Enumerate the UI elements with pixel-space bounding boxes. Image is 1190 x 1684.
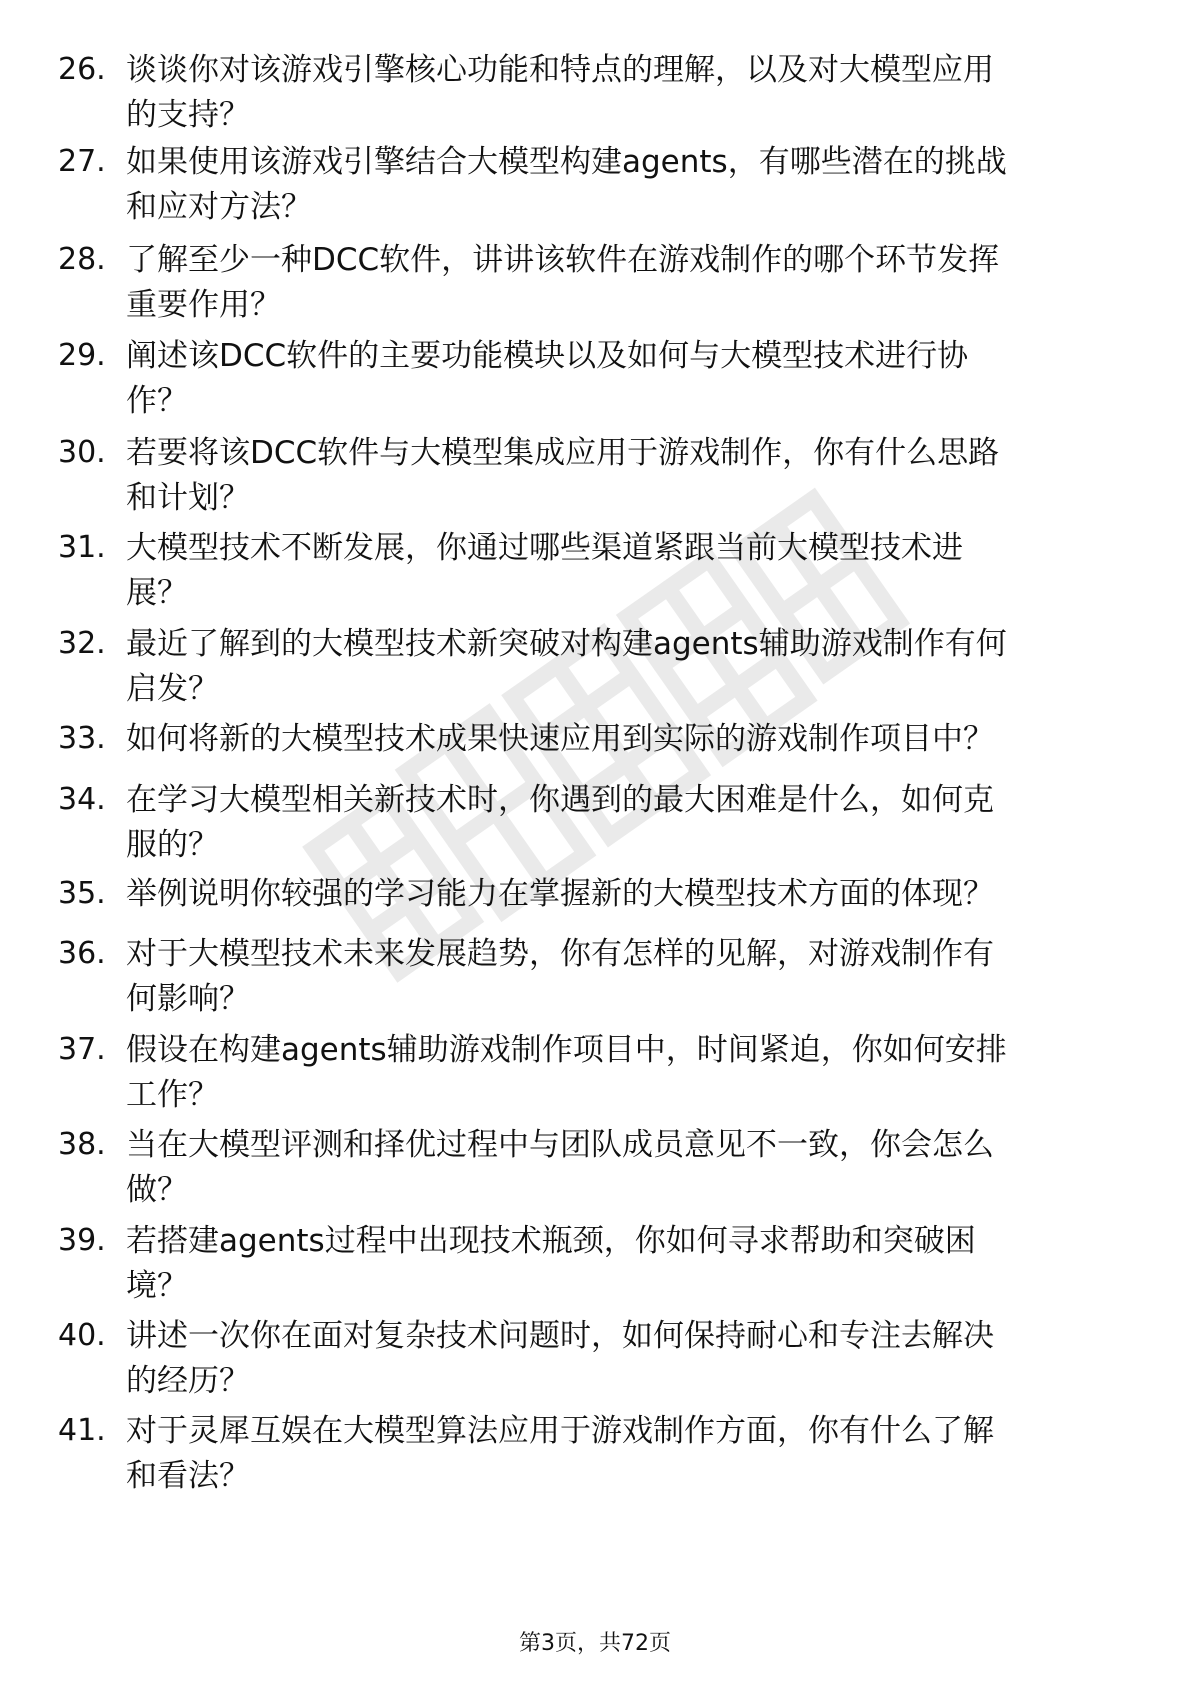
question-text: 如何将新的大模型技术成果快速应用到实际的游戏制作项目中？ [126,721,994,757]
question-text-continued: 工作？ [126,1077,219,1113]
question-text-continued: 展？ [126,575,188,611]
question-number: 30. [58,435,106,470]
question-number: 37. [58,1032,106,1067]
question-text: 对于大模型技术未来发展趋势，你有怎样的见解，对游戏制作有 [126,936,994,972]
question-text: 在学习大模型相关新技术时，你遇到的最大困难是什么，如何克 [126,782,994,818]
question-text: 了解至少一种DCC软件，讲讲该软件在游戏制作的哪个环节发挥 [126,242,1000,278]
question-number: 27. [58,144,106,179]
page-number-footer: 第3页，共72页 [519,1631,671,1656]
question-number: 29. [58,338,106,373]
question-number: 35. [58,876,106,911]
question-text-continued: 重要作用？ [126,287,281,323]
question-number: 40. [58,1318,106,1353]
question-number: 32. [58,626,106,661]
question-text: 对于灵犀互娱在大模型算法应用于游戏制作方面，你有什么了解 [126,1413,994,1449]
watermark-stamp [200,420,1000,1120]
question-number: 28. [58,242,106,277]
question-text: 谈谈你对该游戏引擎核心功能和特点的理解，以及对大模型应用 [126,52,994,88]
question-number: 33. [58,721,106,756]
question-number: 41. [58,1413,106,1448]
question-text-continued: 何影响？ [126,981,250,1017]
question-number: 39. [58,1223,106,1258]
question-text: 阐述该DCC软件的主要功能模块以及如何与大模型技术进行协 [126,338,969,374]
question-text-continued: 的支持？ [126,97,250,133]
question-text: 假设在构建agents辅助游戏制作项目中，时间紧迫，你如何安排 [126,1032,1007,1068]
question-number: 26. [58,52,106,87]
question-text-continued: 和应对方法？ [126,189,312,225]
question-number: 34. [58,782,106,817]
question-text-continued: 和看法？ [126,1458,250,1494]
question-text: 最近了解到的大模型技术新突破对构建agents辅助游戏制作有何 [126,626,1007,662]
question-text: 若要将该DCC软件与大模型集成应用于游戏制作，你有什么思路 [126,435,1000,471]
question-text-continued: 作？ [126,383,188,419]
question-text: 举例说明你较强的学习能力在掌握新的大模型技术方面的体现？ [126,876,994,912]
question-text: 大模型技术不断发展，你通过哪些渠道紧跟当前大模型技术进 [126,530,963,566]
question-text-continued: 的经历？ [126,1363,250,1399]
question-text-continued: 做？ [126,1172,188,1208]
question-number: 31. [58,530,106,565]
question-text: 若搭建agents过程中出现技术瓶颈，你如何寻求帮助和突破困 [126,1223,976,1259]
question-text: 讲述一次你在面对复杂技术问题时，如何保持耐心和专注去解决 [126,1318,994,1354]
question-text-continued: 启发？ [126,671,219,707]
question-number: 36. [58,936,106,971]
question-text: 当在大模型评测和择优过程中与团队成员意见不一致，你会怎么 [126,1127,994,1163]
question-text: 如果使用该游戏引擎结合大模型构建agents，有哪些潜在的挑战 [126,144,1007,180]
question-text-continued: 服的？ [126,827,219,863]
question-text-continued: 和计划？ [126,480,250,516]
question-text-continued: 境？ [126,1268,188,1304]
question-number: 38. [58,1127,106,1162]
